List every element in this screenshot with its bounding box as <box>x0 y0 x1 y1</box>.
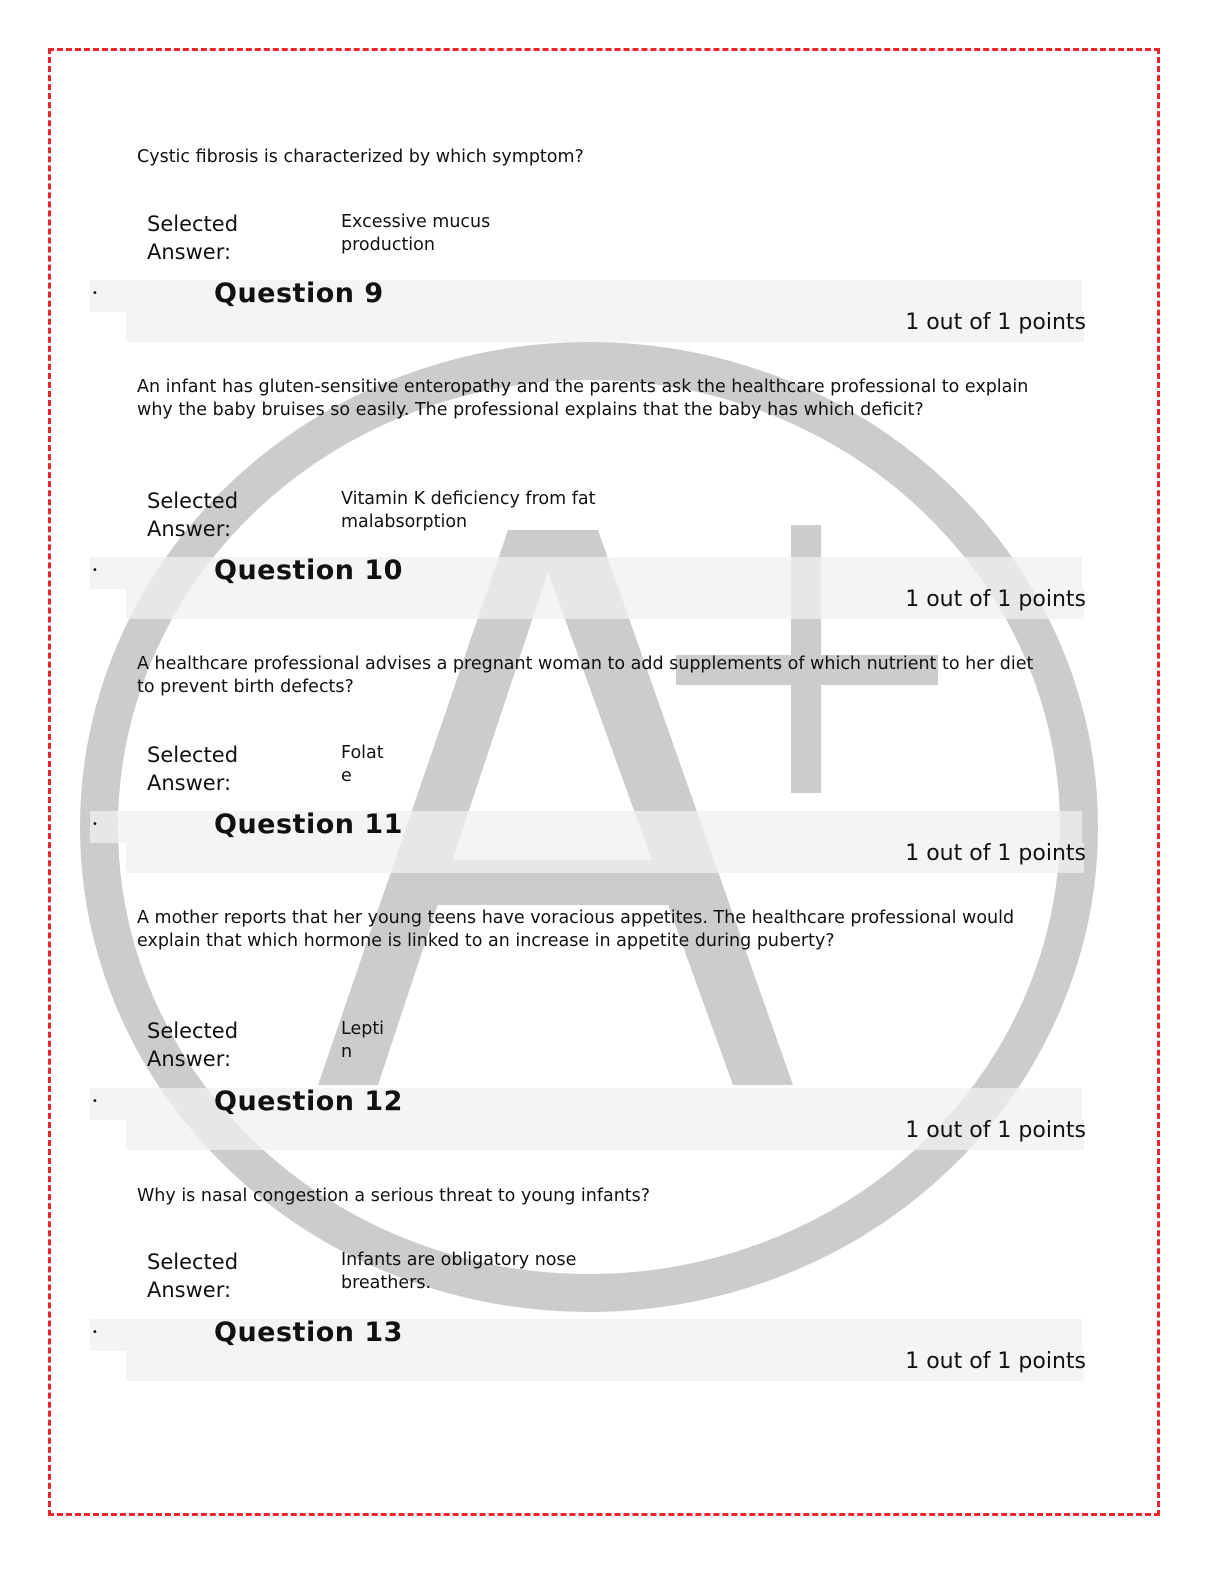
points-score: 1 out of 1 points <box>905 1118 1086 1143</box>
points-score: 1 out of 1 points <box>905 587 1086 612</box>
selected-answer-label: Selected Answer: <box>147 489 239 541</box>
points-score: 1 out of 1 points <box>905 1349 1086 1374</box>
question-11-text: A mother reports that her young teens have voracious appetites. The healthcare professional would explain that which hormone is linked to an increase in appetite during puberty? <box>137 908 1015 951</box>
question-9-text: An infant has gluten-sensitive enteropathy and the parents ask the healthcare professional to explain why the baby bruises so easily. The professional explains that the baby has which deficit? <box>137 377 1029 420</box>
selected-answer-value: Excessive mucus production <box>341 212 491 255</box>
question-10-text: A healthcare professional advises a pregnant woman to add supplements of which nutrient to her diet to prevent birth defects? <box>137 654 1034 697</box>
selected-answer-label: Selected Answer: <box>147 212 239 264</box>
question-title: Question 9 <box>214 278 384 309</box>
selected-answer-value: Infants are obligatory nose breathers. <box>341 1250 577 1293</box>
question-title: Question 13 <box>214 1317 403 1348</box>
selected-answer-value: Folat e <box>341 743 384 786</box>
bullet-icon: • <box>92 1327 98 1338</box>
question-10-header <box>90 555 1086 617</box>
question-8-text: Cystic fibrosis is characterized by which symptom? <box>137 147 584 167</box>
selected-answer-value: Lepti n <box>341 1019 385 1062</box>
question-title: Question 10 <box>214 555 403 586</box>
selected-answer-value: Vitamin K deficiency from fat malabsorption <box>341 489 596 532</box>
question-12-text: Why is nasal congestion a serious threat to young infants? <box>137 1186 651 1206</box>
bullet-icon: • <box>92 1096 98 1107</box>
question-9-header <box>90 278 1086 340</box>
question-title: Question 11 <box>214 809 403 840</box>
points-score: 1 out of 1 points <box>905 841 1086 866</box>
question-11-header <box>90 809 1086 871</box>
question-title: Question 12 <box>214 1086 403 1117</box>
bullet-icon: • <box>92 288 98 299</box>
question-12-header <box>90 1086 1086 1148</box>
bullet-icon: • <box>92 565 98 576</box>
selected-answer-label: Selected Answer: <box>147 743 239 795</box>
points-score: 1 out of 1 points <box>905 310 1086 335</box>
question-13-header <box>90 1317 1086 1379</box>
bullet-icon: • <box>92 819 98 830</box>
selected-answer-label: Selected Answer: <box>147 1019 239 1071</box>
selected-answer-label: Selected Answer: <box>147 1250 239 1302</box>
